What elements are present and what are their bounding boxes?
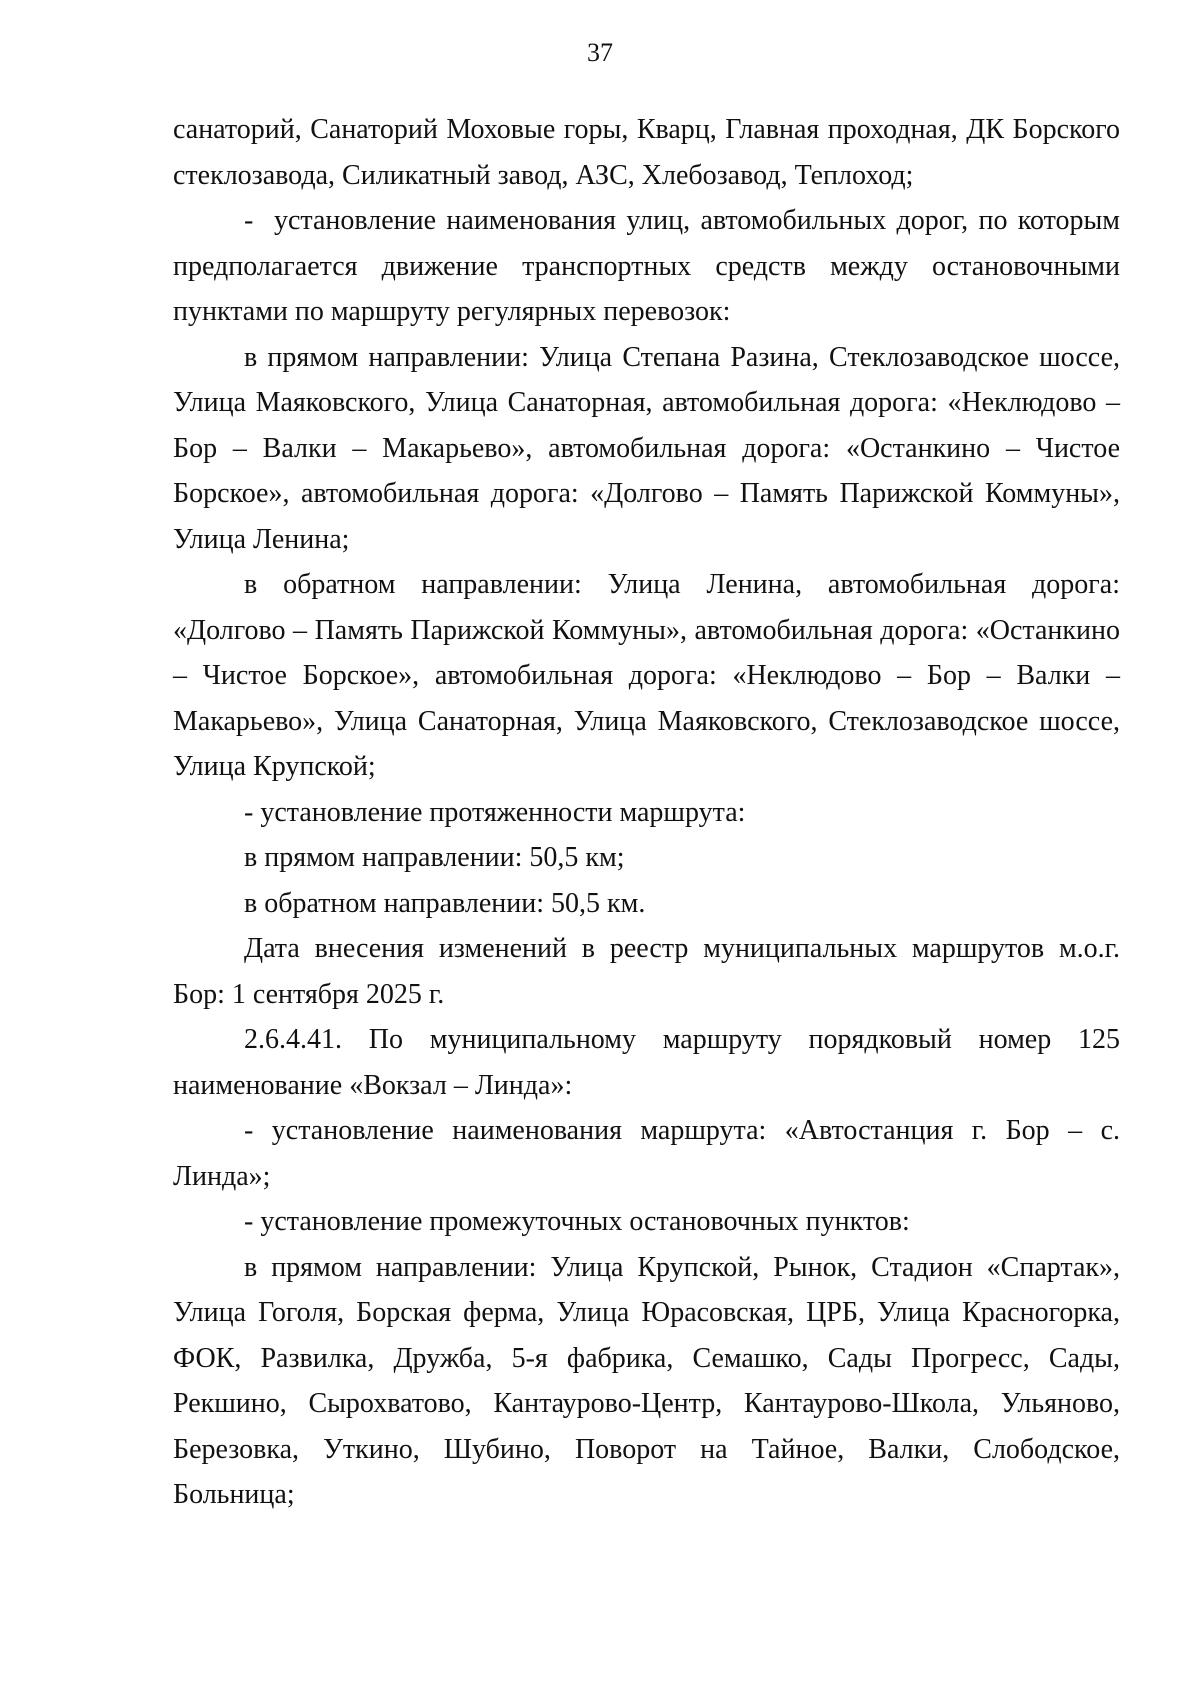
document-body <box>173 107 1120 1518</box>
paragraph-return-streets: в обратном направлении: Улица Ленина, автомобильная дорога: «Долгово – Память Парижской Коммуны», автомобильная дорога: «Останкино – Чистое Борское», автомобильная дорога: «Неклюдово – Бор – Валки – Макарьево», Улица Санаторная, Улица Маяковского, Стеклозаводское шоссе, Улица Крупской; <box>173 569 1120 782</box>
paragraph-streets-heading: - установление наименования улиц, автомобильных дорог, по которым предполагается движение транспортных средств между остановочными пунктами по маршруту регулярных перевозок: <box>173 205 1120 327</box>
paragraph-route-125-title: 2.6.4.41. По муниципальному маршруту порядковый номер 125 наименование «Вокзал – Линда»: <box>173 1024 1120 1101</box>
paragraph-route-length-heading: - установление протяженности маршрута: <box>244 796 746 828</box>
paragraph-stops-continuation: санаторий, Санаторий Моховые горы, Кварц, Главная проходная, ДК Борского стеклозавода, Силикатный завод, АЗС, Хлебозавод, Теплоход; <box>173 114 1120 191</box>
paragraph-intermediate-stops-heading: - установление промежуточных остановочных пунктов: <box>244 1206 910 1237</box>
paragraph-forward-stops: в прямом направлении: Улица Крупской, Рынок, Стадион «Спартак», Улица Гоголя, Борская ферма, Улица Юрасовская, ЦРБ, Улица Красногорка, ФОК, Развилка, Дружба, 5-я фабрика, Семашко, Сады Прогресс, Сады, Рекшино, Сырохватово, Кантаурово-Центр, Кантаурово-Школа, Ульяново, Березовка, Уткино, Шубино, Поворот на Тайное, Валки, Слободское, Больница; <box>173 1251 1120 1510</box>
paragraph-forward-length: в прямом направлении: 50,5 км; <box>244 842 625 873</box>
paragraph-forward-streets: в прямом направлении: Улица Степана Разина, Стеклозаводское шоссе, Улица Маяковского, Улица Санаторная, автомобильная дорога: «Неклюдово – Бор – Валки – Макарьево», автомобильная дорога: «Останкино – Чистое Борское», автомобильная дорога: «Долгово – Память Парижской Коммуны», Улица Ленина; <box>173 341 1120 555</box>
page-number: 37 <box>587 38 613 67</box>
paragraph-registry-date: Дата внесения изменений в реестр муниципальных маршрутов м.о.г. Бор: 1 сентября 2025 г. <box>173 933 1120 1010</box>
paragraph-route-name: - установление наименования маршрута: «Автостанция г. Бор – с. Линда»; <box>173 1115 1120 1192</box>
paragraph-return-length: в обратном направлении: 50,5 км. <box>244 887 646 919</box>
